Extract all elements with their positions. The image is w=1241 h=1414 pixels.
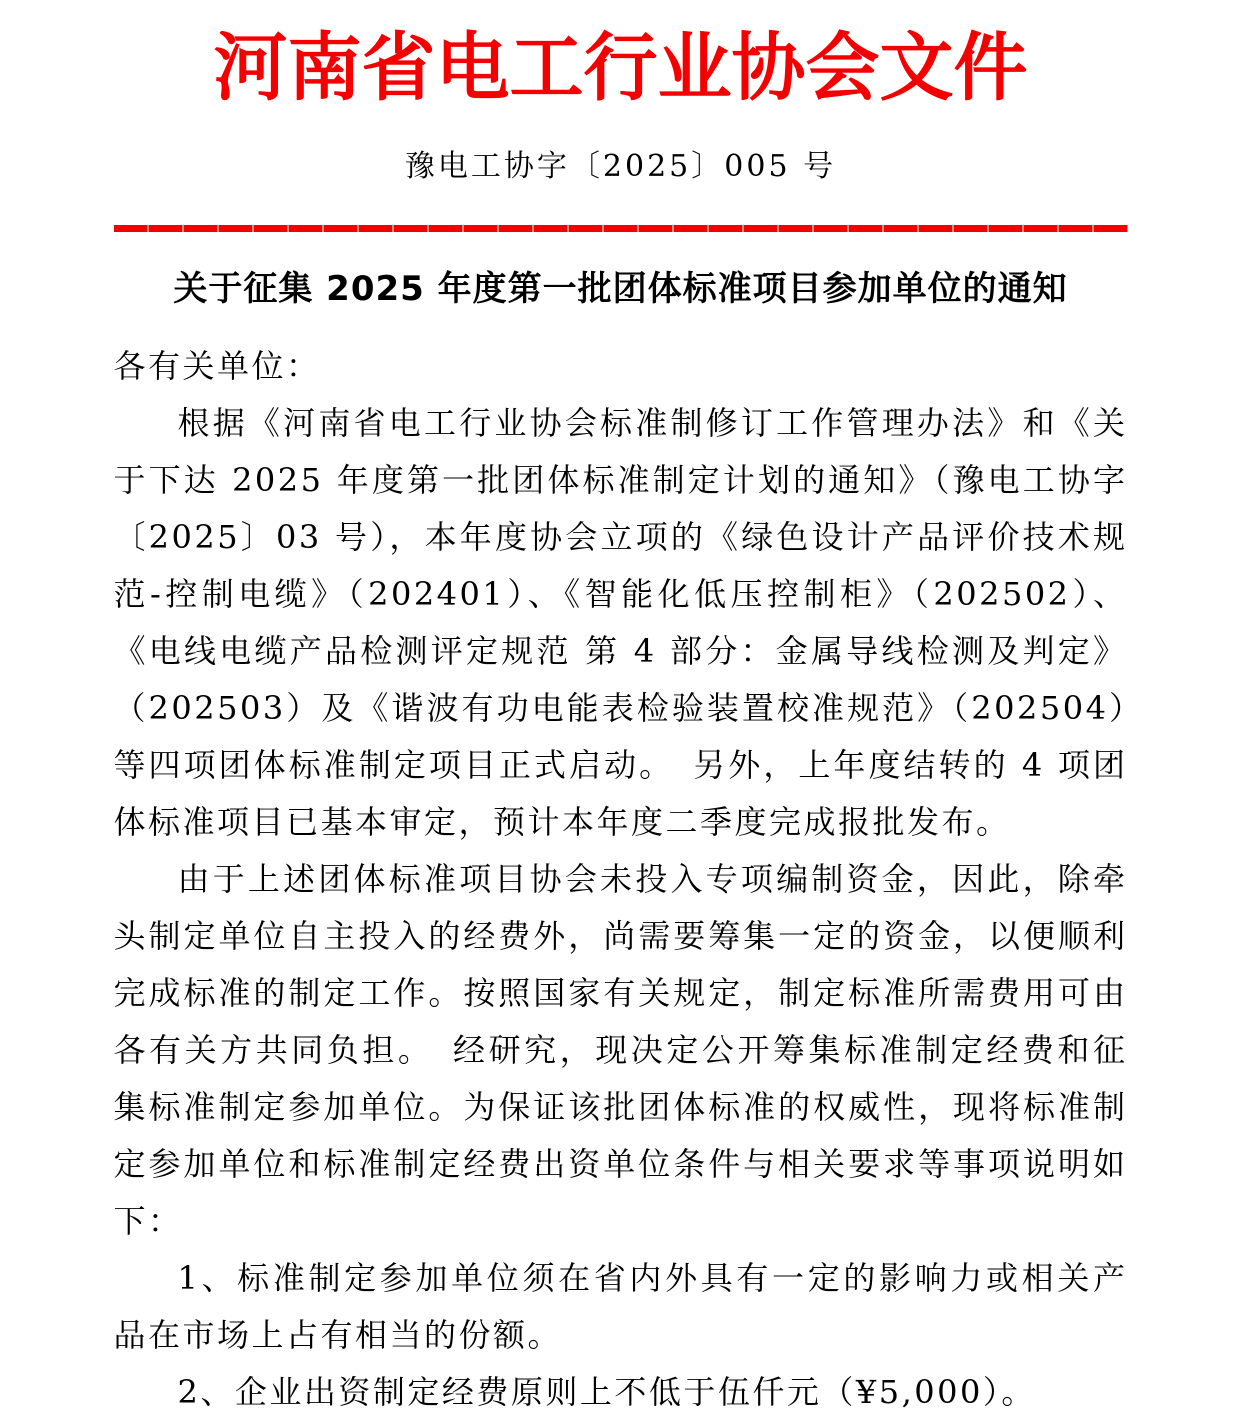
letterhead-org-title: 河南省电工行业协会文件: [213, 25, 1028, 111]
notice-title: 关于征集 2025 年度第一批团体标准项目参加单位的通知: [173, 268, 1068, 309]
salutation: 各有关单位：: [113, 347, 321, 385]
notice-body: [114, 338, 1128, 1414]
list-item-1-participant-requirement: 1、标准制定参加单位须在省内外具有一定的影响力或相关产品在市场上占有相当的份额。: [113, 1259, 1128, 1354]
paragraph-funding-explanation: 由于上述团体标准项目协会未投入专项编制资金，因此，除牵头制定单位自主投入的经费外，尚需要筹集一定的资金，以便顺利完成标准的制定工作。按照国家有关规定，制定标准所需费用可由各有关方共同负担。 经研究，现决定公开筹集标准制定经费和征集标准制定参加单位。为保证该批团体标准的权威性，现将标准制定参加单位和标准制定经费出资单位条件与相关要求等事项说明如下：: [113, 860, 1128, 1240]
paragraph-project-launch: 根据《河南省电工行业协会标准制修订工作管理办法》和《关于下达 2025 年度第一批团体标准制定计划的通知》（豫电工协字〔2025〕03 号），本年度协会立项的《绿色设计产品评价技术规范-控制电缆》（202401）、《智能化低压控制柜》（202502）、《电线电缆产品检测评定规范 第 4 部分：金属导线检测及判定》（202503）及《谐波有功电能表检验装置校准规范》（202504）等四项团体标准制定项目正式启动。 另外，上年度结转的 4 项团体标准项目已基本审定，预计本年度二季度完成报批发布。: [113, 404, 1128, 841]
list-item-2-funding-minimum: 2、企业出资制定经费原则上不低于伍仟元（¥5,000）。: [177, 1373, 1036, 1411]
red-divider-line: [114, 225, 1128, 232]
document-number: 豫电工协字〔2025〕005 号: [404, 148, 837, 184]
